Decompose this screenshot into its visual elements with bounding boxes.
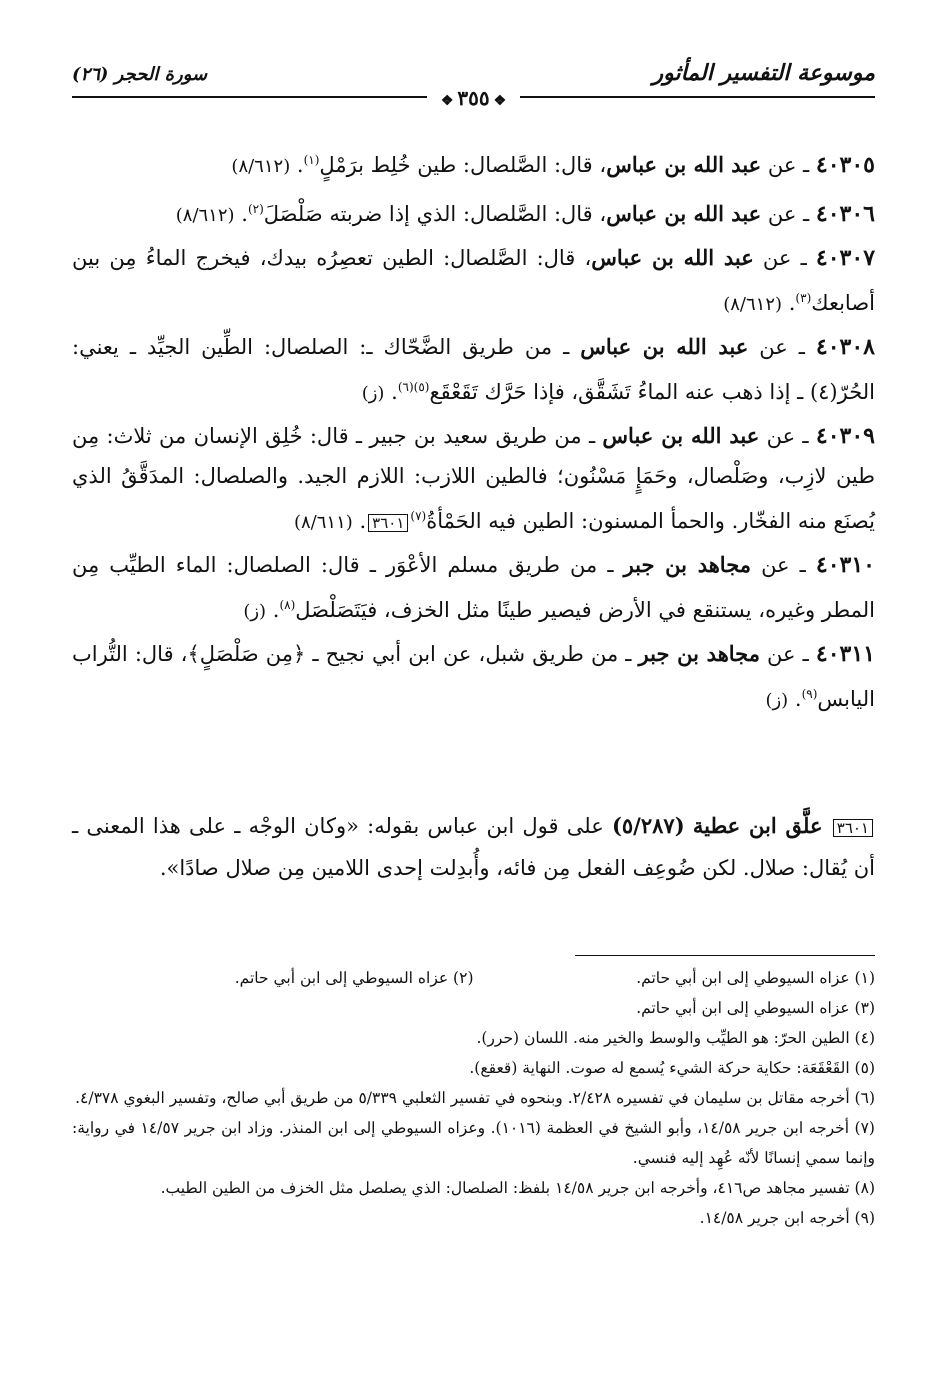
entry-prefix: ـ عن xyxy=(748,335,805,359)
entry-source: عبد الله بن عباس xyxy=(591,245,754,270)
entry xyxy=(72,416,875,543)
footnote-separator xyxy=(575,955,875,956)
entry-prefix: ـ عن xyxy=(759,642,809,666)
entry-prefix: ـ عن xyxy=(751,553,806,577)
entry-reference: (٨/٦١٢) xyxy=(723,294,783,315)
commentary-block xyxy=(72,805,875,889)
entry-end: . xyxy=(391,380,398,404)
entry-prefix: ـ عن xyxy=(759,424,809,448)
footnote: (٣) عزاه السيوطي إلى ابن أبي حاتم. xyxy=(636,999,875,1017)
footnotes xyxy=(72,963,875,1233)
footnote-marker: (٨) xyxy=(279,598,296,612)
entry-end: . xyxy=(241,202,248,226)
entry-body: ، قال: الصَّلصال: طين خُلِط برَمْلٍ xyxy=(319,153,607,177)
entry-tag: (ز) xyxy=(361,383,385,404)
entry-number: ٤٠٣٠٨ xyxy=(815,334,875,360)
footnote: (٥) القَعْقَعَة: حكاية حركة الشيء يُسمع له صوت. النهاية (قعقع). xyxy=(469,1059,875,1077)
entry-end: . xyxy=(788,291,796,315)
entry-prefix: ـ عن xyxy=(761,202,810,226)
page-number xyxy=(427,86,520,110)
entry-source: مجاهد بن جبر xyxy=(638,641,760,666)
ornament-icon: ❖ xyxy=(440,93,454,109)
entry-prefix: ـ عن xyxy=(753,246,807,270)
entry xyxy=(72,545,875,632)
entry-source: عبد الله بن عباس xyxy=(602,423,760,448)
page-number-row xyxy=(0,88,947,112)
entry xyxy=(72,140,875,187)
footnote-row xyxy=(72,963,875,993)
ornament-icon: ❖ xyxy=(493,93,507,109)
entry xyxy=(72,327,875,414)
commentary-text: على قول ابن عباس بقوله: «وكان الوجْه ـ على هذا المعنى ـ أن يُقال: صلال. لكن ضُوعِف الفعل مِن فائه، وأُبدِلت إحدى اللامين مِن صلال صادًا». xyxy=(72,814,875,880)
entry-end: . xyxy=(272,598,280,622)
footnote: (٦) أخرجه مقاتل بن سليمان في تفسيره ٢/٤٢٨. وبنحوه في تفسير الثعلبي ٥/٣٣٩ من طريق أبي صالح، وتفسير البغوي ٤/٣٧٨. xyxy=(75,1089,875,1107)
entry-end: . xyxy=(794,687,802,711)
entry-body: ـ من طريق الضَّحّاك ـ: الصلصال: الطِّين الجيِّد ـ يعني: الحُرّ(٤) ـ إذا ذهب عنه الماءُ تَشَقَّق، فإذا حَرَّك تَقَعْقَع xyxy=(72,335,875,404)
footnote-marker: (٣) xyxy=(795,291,812,305)
footnote: (٧) أخرجه ابن جرير ١٤/٥٨، وأبو الشيخ في العظمة (١٠١٦). وعزاه السيوطي إلى ابن المنذر. وزاد ابن جرير ١٤/٥٧ في رواية: وإنما سمي إنسانًا لأنّه عُهِد إليه فنسي. xyxy=(72,1119,875,1167)
entry-number: ٤٠٣٠٥ xyxy=(815,152,875,178)
entry-reference: (٨/٦١٢) xyxy=(231,156,291,177)
entry-number: ٤٠٣١١ xyxy=(815,641,875,667)
footnote-marker: (٩) xyxy=(801,687,818,701)
entry-number: ٤٠٣٠٩ xyxy=(815,423,875,449)
entry-body: ـ من طريق شبل، عن ابن أبي نجيح ـ ﴿مِن صَلْصَلٍ﴾، قال: التُّراب اليابس xyxy=(72,642,875,711)
entry-body: ، قال: الصَّلصال: الذي إذا ضربته صَلْصَلَ xyxy=(263,202,607,226)
entry-tag: (ز) xyxy=(243,601,267,622)
entry-source: مجاهد بن جبر xyxy=(623,552,751,577)
commentary-citation: (٥/٢٨٧) xyxy=(611,813,685,838)
entry-body: ـ من طريق سعيد بن جبير ـ قال: خُلِق الإنسان من ثلاث: مِن طين لازِب، وصَلْصال، وحَمَإٍ مَسْنُون؛ فالطين اللازب: اللازم الجيد. والصلصال: المدَقَّقُ الذي يُصنَع منه الفخّار. والحمأ المسنون: الطين فيه الحَمْأةُ xyxy=(72,424,875,533)
entry-number: ٤٠٣١٠ xyxy=(815,552,875,578)
entry-prefix: ـ عن xyxy=(761,153,810,177)
entry-source: عبد الله بن عباس xyxy=(580,334,749,359)
entry-number: ٤٠٣٠٧ xyxy=(815,245,876,271)
footnote-marker: (٥)(٦) xyxy=(397,380,430,394)
entry xyxy=(72,238,875,325)
footnote: (١) عزاه السيوطي إلى ابن أبي حاتم. xyxy=(636,969,875,987)
footnote-marker: (٢) xyxy=(247,202,264,216)
footnote: (٩) أخرجه ابن جرير ١٤/٥٨. xyxy=(699,1209,875,1227)
footnote: (٨) تفسير مجاهد ص٤١٦، وأخرجه ابن جرير ١٤/٥٨ بلفظ: الصلصال: الذي يصلصل مثل الخزف من الطين الطيب. xyxy=(160,1179,875,1197)
entry xyxy=(72,189,875,236)
book-title: موسوعة التفسير المأثور xyxy=(652,60,875,86)
entry-number: ٤٠٣٠٦ xyxy=(815,201,875,227)
entry-source: عبد الله بن عباس xyxy=(606,152,762,177)
footnote: (٢) عزاه السيوطي إلى ابن أبي حاتم. xyxy=(234,969,474,987)
footnote-marker: (٧) xyxy=(410,509,427,523)
footnote-marker: (١) xyxy=(303,153,320,167)
commentary-box-number: ٣٦٠١ xyxy=(368,514,408,532)
entry-end: . xyxy=(359,509,367,533)
entries-list xyxy=(72,140,875,723)
entry-tag: (ز) xyxy=(765,690,789,711)
commentary-box-number: ٣٦٠١ xyxy=(833,819,873,837)
entry-body: ، قال: الصَّلصال: الطين تعصِرُه بيدك، فيخرج الماءُ مِن بين أصابعك xyxy=(72,246,875,315)
footnote: (٤) الطين الحرّ: هو الطيِّب والوسط والخير منه. اللسان (حرر). xyxy=(476,1029,875,1047)
entry xyxy=(72,634,875,721)
entry-end: . xyxy=(296,153,304,177)
entry-source: عبد الله بن عباس xyxy=(606,201,762,226)
entry-reference: (٨/٦١١) xyxy=(293,512,353,533)
commentary-author: علَّق ابن عطية xyxy=(692,813,823,838)
entry-body: ـ من طريق مسلم الأعْوَر ـ قال: الصلصال: الماء الطيِّب مِن المطر وغيره، يستنقع في الأرض فيصير طينًا مثل الخزف، فيَتَصَلْصَل xyxy=(72,553,875,622)
entry-reference: (٨/٦١٢) xyxy=(175,205,235,226)
page-number-text: ٣٥٥ xyxy=(457,86,490,110)
surah-title: سورة الحجر (٢٦) xyxy=(72,64,208,85)
